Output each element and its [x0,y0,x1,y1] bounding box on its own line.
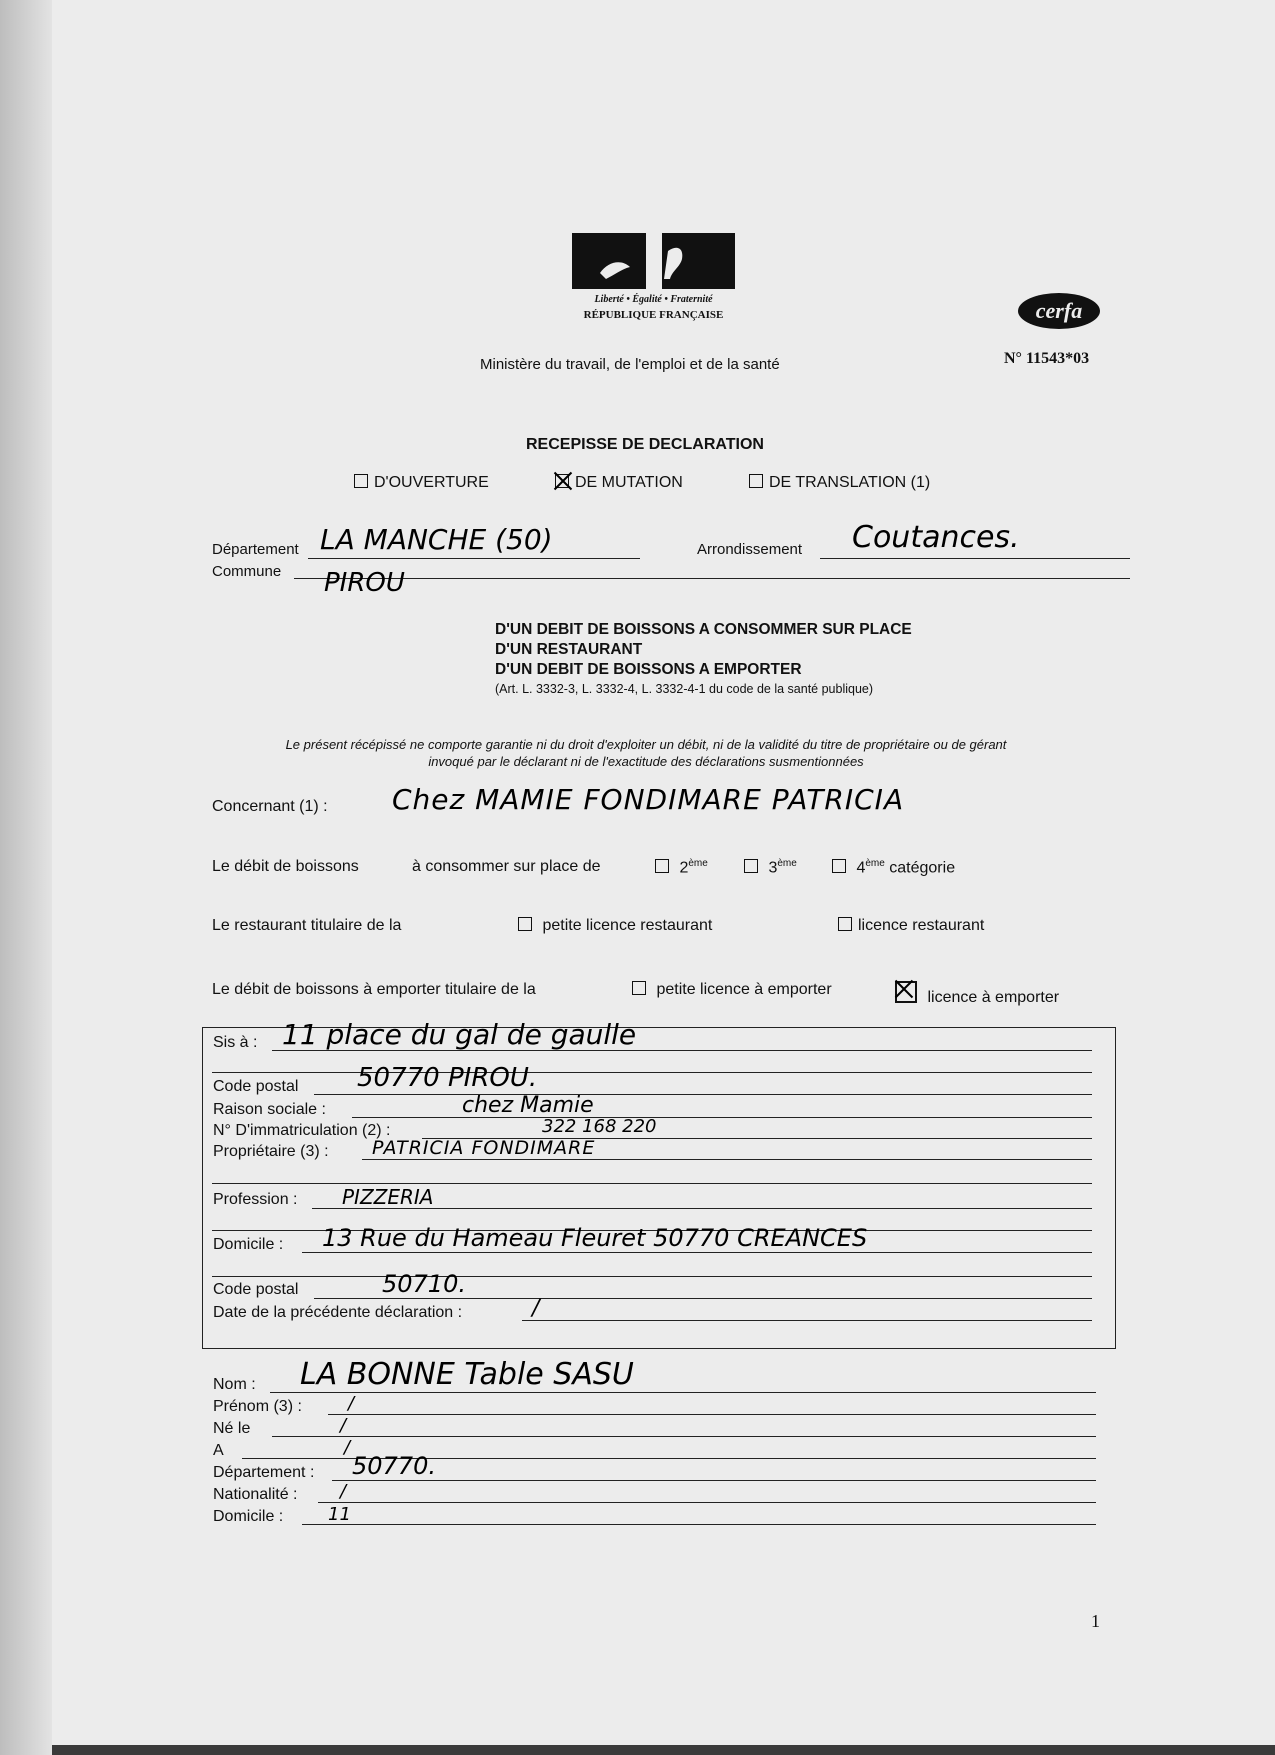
nat-label: Nationalité : [213,1486,298,1503]
debit-consommer-label: Le débit de boissons [212,858,359,875]
checkbox-box[interactable] [832,859,846,873]
dept-label: Département : [213,1464,315,1481]
sis-label: Sis à : [213,1034,258,1051]
disclaimer-line2: invoqué par le déclarant ni de l'exactitude des déclarations susmentionnées [428,754,864,769]
nom-value: LA BONNE Table SASU [300,1357,634,1392]
date-label: Date de la précédente déclaration : [213,1304,463,1321]
page-number: 1 [1091,1611,1100,1631]
raison-value: chez Mamie [462,1093,594,1118]
republique-francaise: RÉPUBLIQUE FRANÇAISE [583,309,724,321]
prenom-label: Prénom (3) : [213,1398,302,1415]
cerfa-logo-text: cerfa [1035,298,1083,323]
profession-label: Profession : [213,1191,298,1208]
licence-emporter-label: licence à emporter [927,989,1060,1006]
dom-value: 11 [328,1504,351,1525]
checkbox-ouverture[interactable] [354,474,489,492]
cat-4-num: 4 [856,859,866,877]
date-value: / [532,1296,540,1321]
categorie-suffix: catégorie [889,859,956,877]
prenom-value: / [348,1393,355,1414]
cerfa-logo [1018,293,1100,329]
cat-2-num: 2 [679,859,689,877]
debit-emporter-label: Le débit de boissons à emporter titulaire de la [212,981,536,998]
concernant-value: Chez MAMIE FONDIMARE PATRICIA [392,783,905,816]
checkbox-licence-restaurant[interactable] [838,917,984,935]
cat-3-num: 3 [768,859,778,877]
mutation-label: DE MUTATION [575,474,683,491]
arrondissement-label: Arrondissement [697,541,803,558]
cat-2-sup: ème [688,858,708,869]
cp2-value: 50710. [382,1270,466,1298]
a-label: A [213,1442,224,1459]
checkbox-petite-licence-restaurant[interactable] [518,917,712,935]
checkbox-box[interactable] [655,859,669,873]
cerfa-number: N° 11543*03 [1004,350,1090,367]
scan-edge [0,0,52,1755]
commune-value: PIROU [324,568,405,598]
establishment-box [202,1027,1116,1349]
cp2-label: Code postal [213,1281,299,1298]
ne-label: Né le [213,1420,251,1437]
checkbox-box[interactable] [749,474,763,488]
checkbox-box-checked[interactable] [555,474,569,488]
commune-label: Commune [212,563,282,580]
checkbox-box[interactable] [518,917,532,931]
subject-line2: D'UN RESTAURANT [495,641,643,658]
checkbox-2eme[interactable] [655,858,708,877]
immat-label: N° D'immatriculation (2) : [213,1122,391,1139]
domicile-label: Domicile : [213,1236,284,1253]
debit-consommer-sublabel: à consommer sur place de [412,858,601,875]
departement-label: Département [212,541,299,558]
checkbox-box-checked[interactable] [895,981,917,1003]
concernant-label: Concernant (1) : [212,798,328,815]
form-title: RECEPISSE DE DECLARATION [526,436,764,453]
disclaimer-line1: Le présent récépissé ne comporte garantie ni du droit d'exploiter un débit, ni de la validité du titre de propriétaire ou de gérant [285,737,1007,752]
petite-licence-emporter-label: petite licence à emporter [656,981,832,998]
ministry-name: Ministère du travail, de l'emploi et de la santé [480,356,780,373]
checkbox-box[interactable] [632,981,646,995]
checkbox-box[interactable] [744,859,758,873]
licence-restaurant-label: licence restaurant [858,917,985,934]
arrondissement-value: Coutances. [852,520,1020,555]
marianne-logo [572,233,735,289]
sis-value: 11 place du gal de gaulle [282,1018,637,1051]
cat-4-sup: ème [865,858,885,869]
dom-label: Domicile : [213,1508,284,1525]
subject-articles: (Art. L. 3332-3, L. 3332-4, L. 3332-4-1 du code de la santé publique) [495,682,874,696]
marianne-motto: Liberté • Égalité • Fraternité [594,294,713,305]
petite-licence-restaurant-label: petite licence restaurant [542,917,713,934]
profession-value: PIZZERIA [342,1185,434,1209]
nom-label: Nom : [213,1376,256,1393]
ne-value: / [340,1415,347,1436]
immat-value: 322 168 220 [542,1116,657,1137]
restaurant-label: Le restaurant titulaire de la [212,917,402,934]
subject-line1: D'UN DEBIT DE BOISSONS A CONSOMMER SUR PLACE [495,621,912,638]
subject-line3: D'UN DEBIT DE BOISSONS A EMPORTER [495,661,802,678]
checkbox-licence-emporter[interactable] [895,981,1059,1007]
nat-value: / [340,1481,347,1502]
checkbox-box[interactable] [354,474,368,488]
proprio-value: PATRICIA FONDIMARE [372,1137,596,1159]
document-page [52,0,1275,1745]
cp-value: 50770 PIROU. [357,1063,538,1093]
proprio-label: Propriétaire (3) : [213,1143,329,1160]
checkbox-mutation[interactable] [555,474,683,492]
checkbox-4eme[interactable] [832,858,955,877]
cat-3-sup: ème [777,858,797,869]
checkbox-translation[interactable] [749,474,930,492]
checkbox-box[interactable] [838,917,852,931]
ouverture-label: D'OUVERTURE [374,474,489,491]
a-value: / [344,1437,351,1458]
cp-label: Code postal [213,1078,299,1095]
translation-label: DE TRANSLATION (1) [769,474,931,491]
departement-value: LA MANCHE (50) [320,523,553,556]
raison-label: Raison sociale : [213,1101,326,1118]
domicile-value: 13 Rue du Hameau Fleuret 50770 CREANCES [322,1224,868,1252]
checkbox-3eme[interactable] [744,858,797,877]
dept-value: 50770. [352,1452,436,1480]
checkbox-petite-licence-emporter[interactable] [632,981,832,999]
